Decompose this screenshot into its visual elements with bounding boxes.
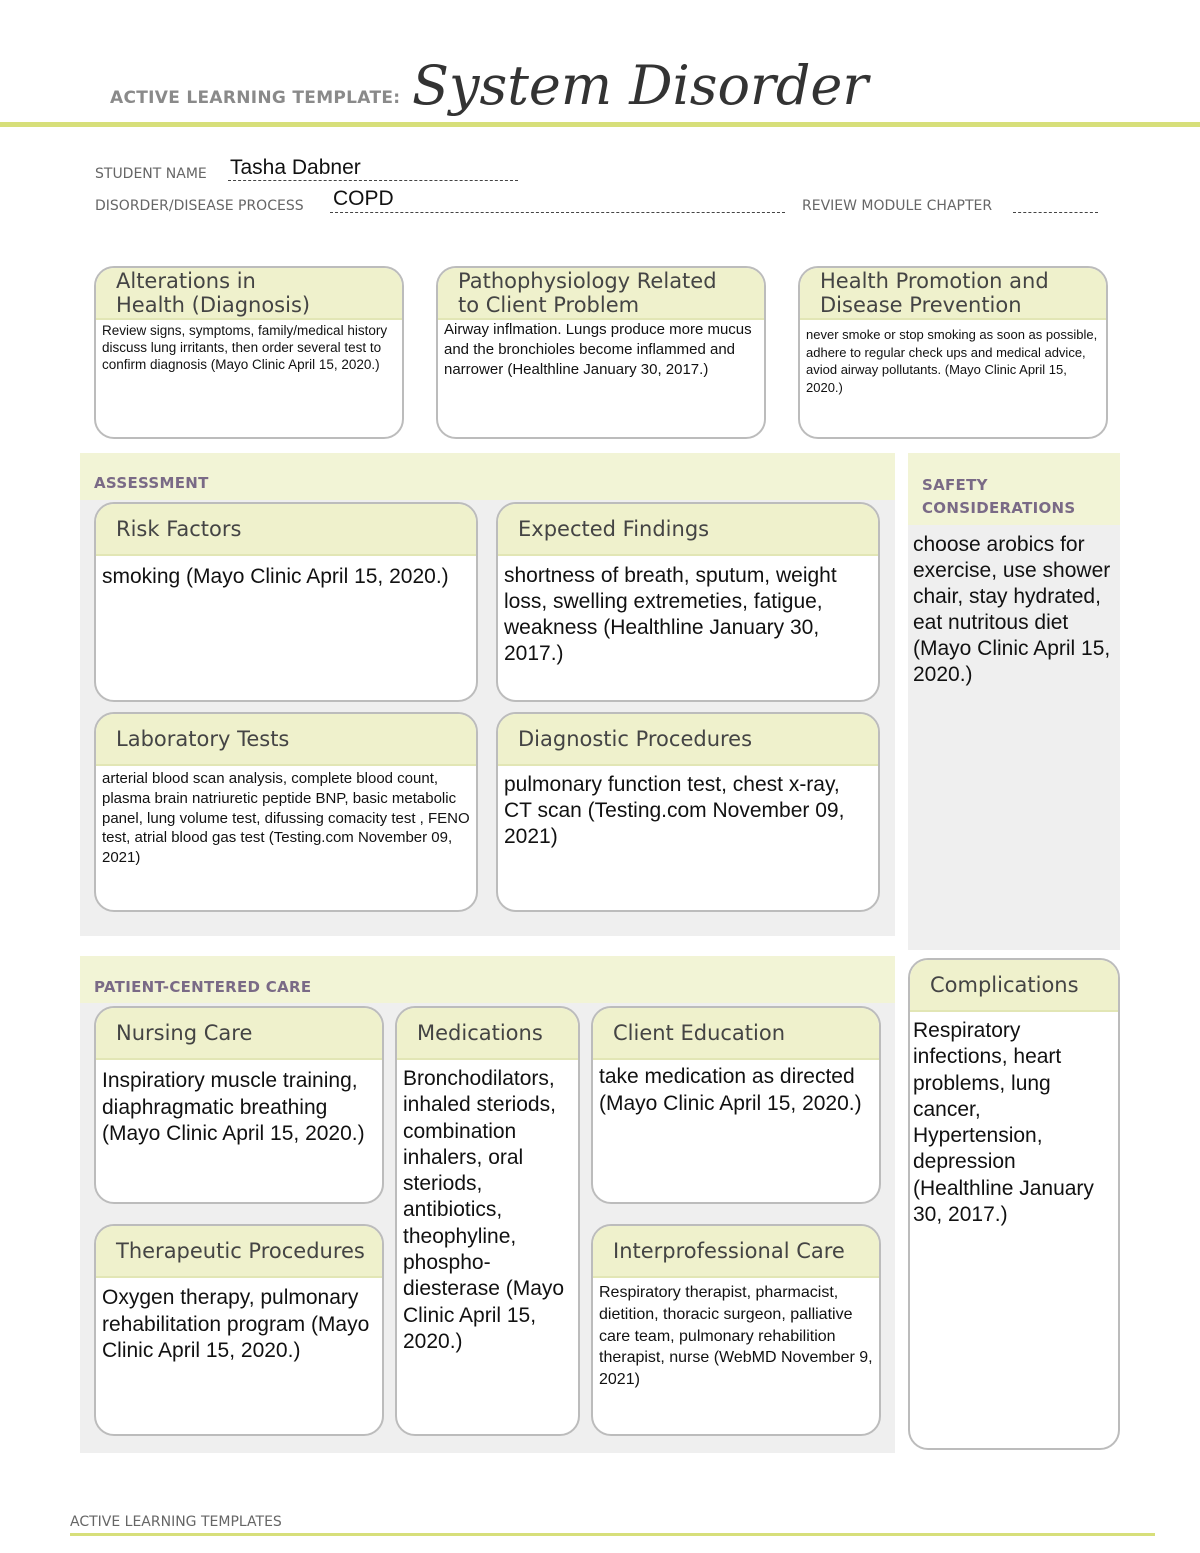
pathophysiology-header xyxy=(438,268,764,320)
complications-box xyxy=(908,958,1120,1450)
alterations-title-line2: Health (Diagnosis) xyxy=(116,293,311,317)
expected-findings-text[interactable]: shortness of breath, sputum, weight loss, swelling extremeties, fatigue, weakness (Healthline January 30, 2017.) xyxy=(504,564,837,665)
interprofessional-care-title: Interprofessional Care xyxy=(613,1239,845,1263)
disorder-line xyxy=(330,212,785,213)
pathophysiology-title-line2: to Client Problem xyxy=(458,293,640,317)
disorder-label: DISORDER/DISEASE PROCESS xyxy=(95,198,304,214)
template-label: ACTIVE LEARNING TEMPLATE: xyxy=(110,88,401,108)
alterations-title-line1: Alterations in xyxy=(116,269,256,293)
pathophysiology-box xyxy=(436,266,766,439)
pathophysiology-text[interactable]: Airway inflmation. Lungs produce more mucus and the bronchioles become inflammed and narrower (Healthline January 30, 2017.) xyxy=(444,321,752,378)
safety-label-line2: CONSIDERATIONS xyxy=(922,499,1076,517)
interprofessional-care-text[interactable]: Respiratory therapist, pharmacist, dietition, thoracic surgeon, palliative care team, pulmonary rehabilition therapist, nurse (WebMD November 9, 2021) xyxy=(599,1284,873,1389)
medications-header xyxy=(397,1008,578,1060)
review-module-label: REVIEW MODULE CHAPTER xyxy=(802,198,993,214)
alterations-in-health-box xyxy=(94,266,404,439)
laboratory-tests-header xyxy=(96,714,476,766)
therapeutic-procedures-text[interactable]: Oxygen therapy, pulmonary rehabilitation program (Mayo Clinic April 15, 2020.) xyxy=(102,1286,370,1362)
health-promotion-header xyxy=(800,268,1106,320)
header-divider xyxy=(0,122,1200,127)
interprofessional-care-box xyxy=(591,1224,881,1436)
nursing-care-text[interactable]: Inspiratiory muscle training, diaphragmatic breathing (Mayo Clinic April 15, 2020.) xyxy=(102,1069,365,1145)
footer-divider xyxy=(70,1533,1155,1536)
review-module-line[interactable] xyxy=(1013,212,1098,213)
health-promotion-box xyxy=(798,266,1108,439)
footer-text: ACTIVE LEARNING TEMPLATES xyxy=(70,1514,282,1530)
risk-factors-title: Risk Factors xyxy=(116,517,242,541)
diagnostic-procedures-box xyxy=(496,712,880,912)
diagnostic-procedures-header xyxy=(498,714,878,766)
nursing-care-title: Nursing Care xyxy=(116,1021,253,1045)
complications-text[interactable]: Respiratory infections, heart problems, lung cancer, Hypertension, depression (Healthline January 30, 2017.) xyxy=(913,1019,1094,1227)
laboratory-tests-text[interactable]: arterial blood scan analysis, complete blood count, plasma brain natriuretic peptide BNP, basic metabolic panel, lung volume test, difussing comacity test , FENO test, atrial blood gas test (Testing.com November 09, 2021) xyxy=(102,770,470,867)
laboratory-tests-box xyxy=(94,712,478,912)
therapeutic-procedures-header xyxy=(96,1226,382,1278)
client-education-header xyxy=(593,1008,879,1060)
expected-findings-box xyxy=(496,502,880,702)
medications-title: Medications xyxy=(417,1021,543,1045)
safety-section xyxy=(908,453,1120,950)
risk-factors-box xyxy=(94,502,478,702)
alterations-header xyxy=(96,268,402,320)
student-name-value[interactable]: Tasha Dabner xyxy=(230,156,361,179)
pathophysiology-title-line1: Pathophysiology Related xyxy=(458,269,717,293)
risk-factors-text[interactable]: smoking (Mayo Clinic April 15, 2020.) xyxy=(102,565,449,588)
diagnostic-procedures-title: Diagnostic Procedures xyxy=(518,727,753,751)
assessment-label: ASSESSMENT xyxy=(94,474,209,492)
complications-title: Complications xyxy=(930,973,1079,997)
student-name-label: STUDENT NAME xyxy=(95,166,207,182)
health-promotion-title-line2: Disease Prevention xyxy=(820,293,1022,317)
risk-factors-header xyxy=(96,504,476,556)
safety-text[interactable]: choose arobics for exercise, use shower chair, stay hydrated, eat nutritous diet (Mayo Clinic April 15, 2020.) xyxy=(913,533,1111,686)
laboratory-tests-title: Laboratory Tests xyxy=(116,727,290,751)
health-promotion-title-line1: Health Promotion and xyxy=(820,269,1049,293)
safety-label xyxy=(922,474,1076,520)
therapeutic-procedures-box xyxy=(94,1224,384,1436)
patient-care-label: PATIENT-CENTERED CARE xyxy=(94,978,312,996)
interprofessional-care-header xyxy=(593,1226,879,1278)
complications-header xyxy=(910,960,1118,1012)
health-promotion-text[interactable]: never smoke or stop smoking as soon as possible, adhere to regular check ups and medical advice, aviod airway pollutants. (Mayo Clinic April 15, 2020.) xyxy=(806,327,1098,395)
diagnostic-procedures-text[interactable]: pulmonary function test, chest x-ray, CT scan (Testing.com November 09, 2021) xyxy=(504,773,845,848)
disorder-value[interactable]: COPD xyxy=(333,187,394,210)
alterations-text[interactable]: Review signs, symptoms, family/medical history discuss lung irritants, then order several test to confirm diagnosis (Mayo Clinic April 15, 2020.) xyxy=(102,323,388,372)
medications-box xyxy=(395,1006,580,1436)
client-education-text[interactable]: take medication as directed (Mayo Clinic April 15, 2020.) xyxy=(599,1065,862,1115)
safety-label-line1: SAFETY xyxy=(922,476,988,494)
therapeutic-procedures-title: Therapeutic Procedures xyxy=(116,1239,365,1263)
expected-findings-header xyxy=(498,504,878,556)
nursing-care-header xyxy=(96,1008,382,1060)
expected-findings-title: Expected Findings xyxy=(518,517,710,541)
medications-text[interactable]: Bronchodilators, inhaled steriods, combination inhalers, oral steriods, antibiotics, theophyline, phospho-diesterase (Mayo Clinic April 15, 2020.) xyxy=(403,1067,565,1353)
nursing-care-box xyxy=(94,1006,384,1204)
student-name-line xyxy=(228,180,518,181)
client-education-title: Client Education xyxy=(613,1021,786,1045)
page-title: System Disorder xyxy=(412,54,869,117)
client-education-box xyxy=(591,1006,881,1204)
